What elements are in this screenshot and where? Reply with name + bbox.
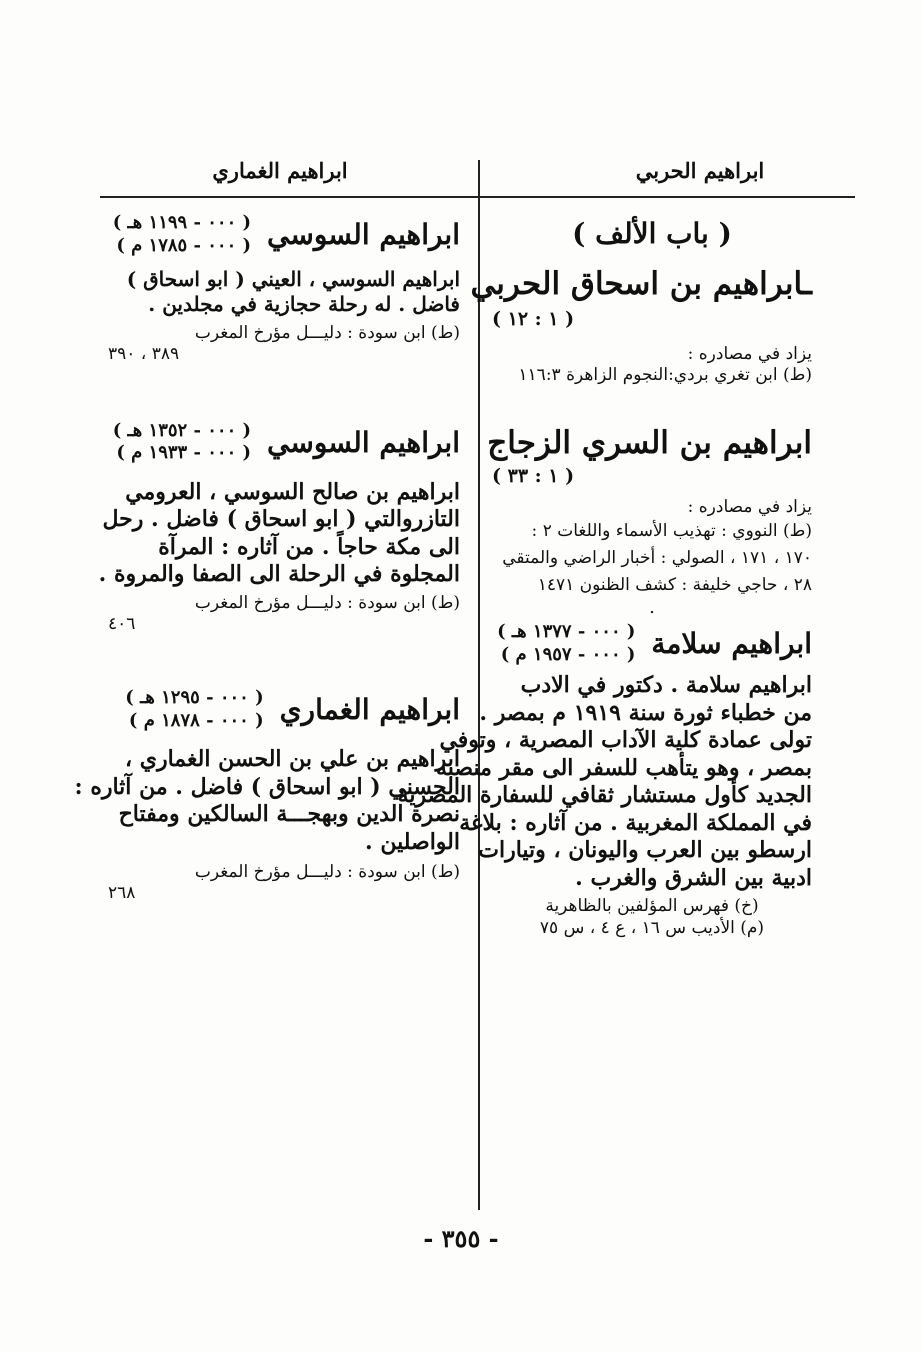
entry-harbi xyxy=(470,265,812,386)
entry-name: ابراهيم السوسي xyxy=(267,218,460,251)
body-line: ارسطو بين العرب واليونان ، وتيارات xyxy=(478,837,812,864)
entry-name: ابراهيم سلامة xyxy=(651,627,812,661)
running-head-right: ابراهيم الحربي xyxy=(635,158,765,183)
dates-gregorian: ( ٠٠٠ - ١٧٨٥ م ) xyxy=(116,234,252,256)
entry-name: ابراهيم بن السري الزجاج xyxy=(487,425,812,461)
left-column xyxy=(74,212,460,905)
entry-name: ابراهيم الغماري xyxy=(279,693,460,726)
body-line: التازروالتي ( ابو اسحاق ) فاضل . رحل xyxy=(102,506,460,532)
body-line: الحسني ( ابو اسحاق ) فاضل . من آثاره : xyxy=(74,773,460,800)
column-divider xyxy=(478,160,480,1210)
sources-intro: يزاد في مصادره : xyxy=(687,343,812,364)
dates-gregorian: ( ٠٠٠ - ١٨٧٨ م ) xyxy=(128,709,264,731)
body-line: من خطباء ثورة سنة ١٩١٩ م بمصر . xyxy=(479,699,812,726)
dates-hijri: ( ٠٠٠ - ١٣٧٧ هـ ) xyxy=(497,621,636,643)
dates-gregorian: ( ٠٠٠ - ١٩٥٧ م ) xyxy=(500,643,636,665)
body-line: فاضل . له رحلة حجازية في مجلدين . xyxy=(148,292,460,316)
entry-zajjaj xyxy=(487,424,812,619)
body-line: ادبية بين الشرق والغرب . xyxy=(575,864,812,891)
reference-line: (خ) فهرس المؤلفين بالظاهرية xyxy=(545,896,759,917)
reference-line: (ط) ابن سودة : دليـــل مؤرخ المغرب xyxy=(194,592,460,613)
reference-line: (ط) ابن سودة : دليـــل مؤرخ المغرب xyxy=(194,323,460,343)
reference-line: ٢٦٨ xyxy=(108,883,136,904)
page-number: - ٣٥٥ - xyxy=(423,1224,499,1253)
running-head-left: ابراهيم الغماري xyxy=(212,158,348,183)
body-line: بمصر ، وهو يتأهب للسفر الى مقر منصبه xyxy=(435,754,812,781)
entry-name: ـابراهيم بن اسحاق الحربي xyxy=(470,266,812,302)
body-line: الواصلين . xyxy=(365,828,460,855)
source-line: (ط) ابن تغري بردي:النجوم الزاهرة ١١٦:٣ xyxy=(518,364,812,385)
reference-line: (ط) ابن سودة : دليـــل مؤرخ المغرب xyxy=(194,862,460,882)
separator-dot: . xyxy=(649,597,655,619)
body-line: ابراهيم سلامة . دكتور في الادب xyxy=(520,672,812,699)
reference-line: (م) الأديب س ١٦ ، ع ٤ ، س ٧٥ xyxy=(539,917,765,938)
volume-ref: ( ١ : ٣٣ ) xyxy=(492,464,575,487)
entry-name: ابراهيم السوسي xyxy=(267,425,460,459)
section-title: ( باب الألف ) xyxy=(572,217,732,250)
dates-hijri: ( ٠٠٠ - ١٣٥٢ هـ ) xyxy=(112,419,252,441)
body-line: تولى عمادة كلية الآداب المصرية ، وتوفي xyxy=(439,727,812,754)
volume-ref: ( ١ : ١٢ ) xyxy=(492,307,575,330)
entry-susi-2 xyxy=(98,419,460,636)
reference-line: ٤٠٦ xyxy=(108,613,136,634)
body-line: في المملكة المغربية . من آثاره : بلاغة xyxy=(459,809,812,836)
dates-gregorian: ( ٠٠٠ - ١٩٣٣ م ) xyxy=(116,442,252,463)
body-line: نصرة الدين وبهجـــة السالكين ومفتاح xyxy=(118,801,460,827)
reference-line: ٣٨٩ ، ٣٩٠ xyxy=(108,344,180,365)
body-line: ابراهيم بن صالح السوسي ، العرومي xyxy=(125,478,460,505)
dates-hijri: ( ٠٠٠ - ١٢٩٥ هـ ) xyxy=(125,687,264,708)
dates-hijri: ( ٠٠٠ - ١١٩٩ هـ ) xyxy=(112,212,252,233)
sources-intro: يزاد في مصادره : xyxy=(687,496,812,517)
source-line: (ط) النووي : تهذيب الأسماء واللغات ٢ : xyxy=(531,520,812,541)
body-line: الجديد كأول مستشار ثقافي للسفارة المصرية xyxy=(397,782,812,809)
body-line: ابراهيم السوسي ، العيني ( ابو اسحاق ) xyxy=(126,267,460,291)
source-line: ١٧٠ ، ١٧١ ، الصولي : أخبار الراضي والمتقي xyxy=(502,547,812,568)
entry-ghumari xyxy=(74,687,460,905)
body-line: المجلوة في الرحلة الى الصفا والمروة . xyxy=(98,561,460,587)
entry-susi-1 xyxy=(108,212,460,366)
body-line: الى مكة حاجاً . من آثاره : المرآة xyxy=(158,533,460,560)
body-line: ابراهيم بن علي بن الحسن الغماري ، xyxy=(125,746,460,772)
source-line: ٢٨ ، حاجي خليفة : كشف الظنون ١٤٧١ xyxy=(537,575,812,596)
